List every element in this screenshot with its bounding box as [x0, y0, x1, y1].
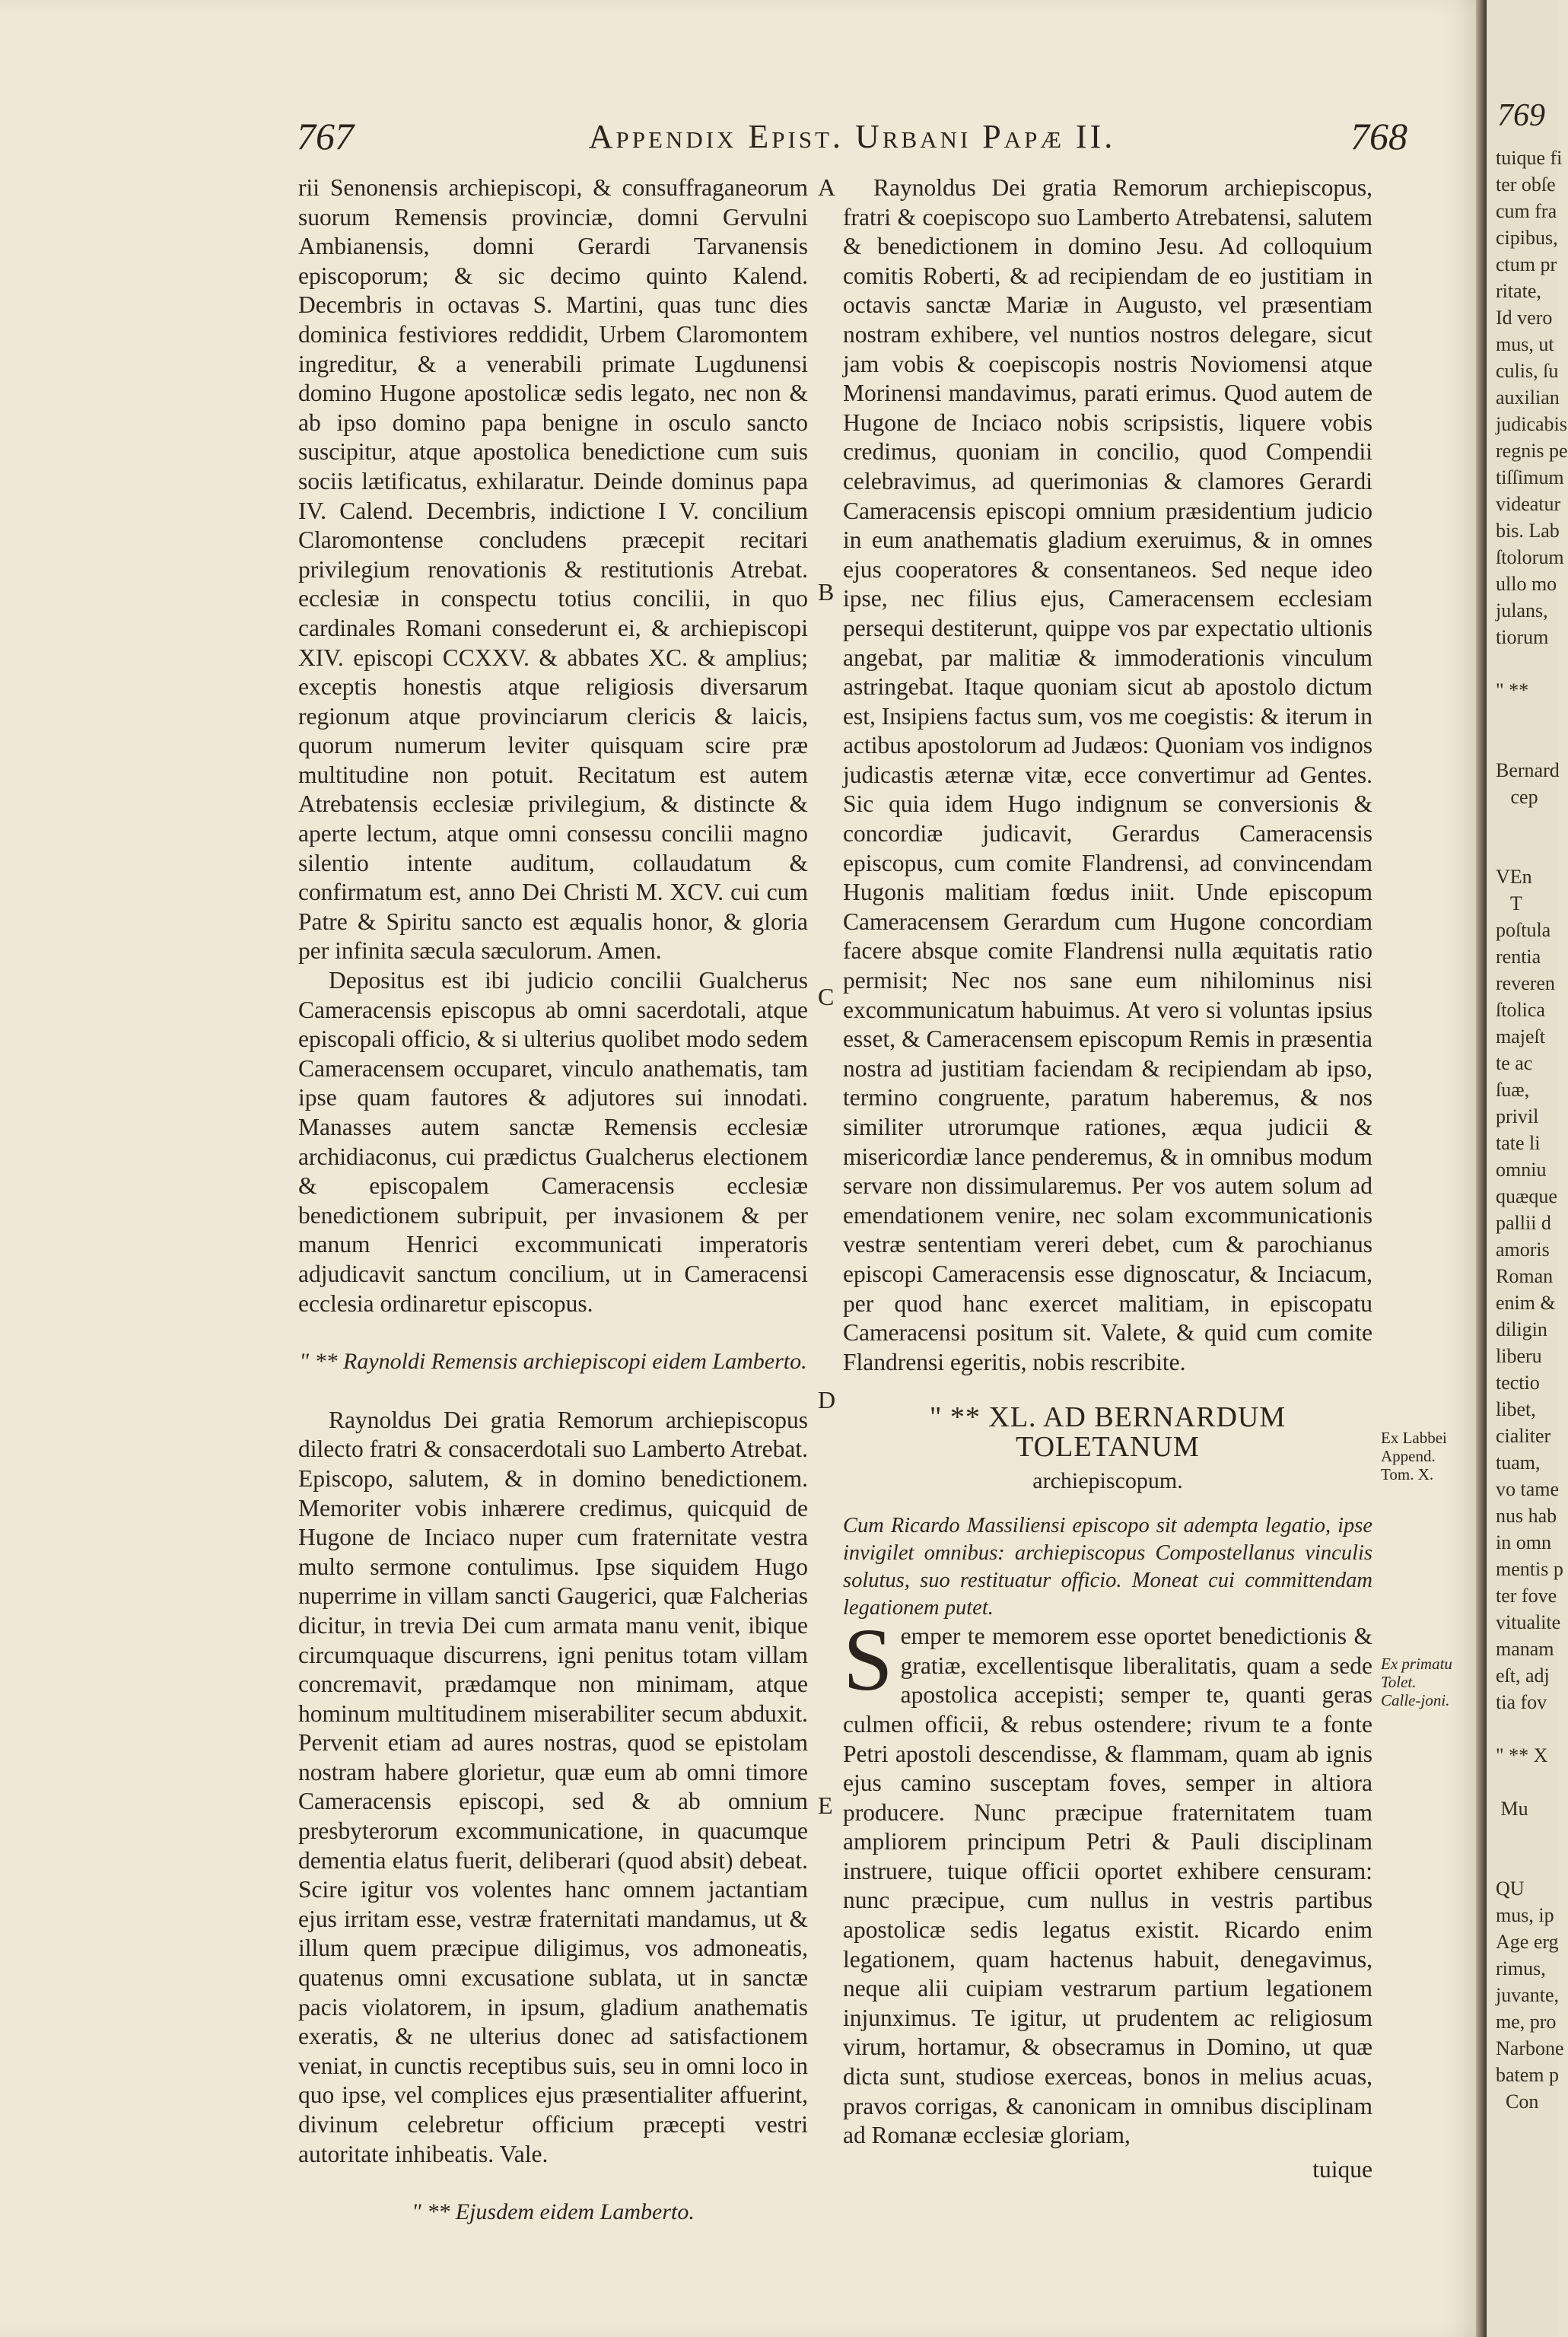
running-head	[297, 114, 1407, 167]
catchword: tuique	[1312, 2155, 1372, 2183]
margin-note-primatu: Ex primatu Tolet. Calle-joni.	[1381, 1655, 1452, 1709]
right-column	[843, 173, 1372, 2184]
left-paragraph-3: Raynoldus Dei gratia Remorum archiepiscopus dilecto fratri & consacerdotali suo Lamberto Atrebat. Episcopo, salutem, & in domino benedictionem. Memoriter vobis inhærere credimus, quicquid de Hugone de Inciaco nuper cum fraternitate vestra multo sermone contulimus. Ipse siquidem Hugo nuperrime in villam sancti Gaugerici, quæ Falcherias dicitur, in trevia Dei cum armata manu venit, ibique circumquaque discurrens, igni penitus totam villam concremavit, prædamque non minimam, atque hominum multitudinem miserabiliter secum abduxit. Pervenit etiam ad aures nostras, quod se epistolam nostram habere glorietur, quæ eum ab omni timore Cameracensis episcopi, sed & ab omnium presbyterorum excommunicatione, in quacumque dementia elatus fuerit, deliberari (quod absit) debeat. Scire igitur vos volentes hanc omnem jactantiam ejus irritam esse, vestræ fraternitati mandamus, ut & illum quem præcipue diligimus, vos admoneatis, quatenus omni excusatione sublata, ut in sanctæ pacis violatorem, in ipsum, gladium anathematis exeratis, & ne ulterius donec ad satisfactionem veniat, in cunctis receptibus suis, seu in omni loco in quo ipse, vel complices ejus præsentialiter affuerint, divinum celebretur officium præcepti vestri autoritate inhibeatis. Vale.	[298, 1406, 808, 2167]
letter-heading-xl-sub: archiepiscopum.	[1032, 1467, 1183, 1493]
left-paragraph-2: Depositus est ibi judicio concilii Gualcherus Cameracensis episcopus ab omni sacerdotali, atque episcopali officio, & si ulterius quolibet modo sedem Cameracensem occuparet, vinculo anathematis, tam ipse quam fautores & adjutores sui innodati. Manasses autem sanctæ Remensis ecclesiæ archidiaconus, cui prædictus Gualcherus electionem & episcopalem Cameracensis ecclesiæ benedictionem subripuit, per invasionem & per manum Henrici excommunicati imperatoris adjudicavit sanctum concilium, ut in Cameracensi ecclesia ordinaretur episcopus.	[298, 967, 808, 1317]
running-title: Appendix Epist. Urbani Papæ II.	[588, 118, 1116, 155]
letter-heading-raynoldi: " ** Raynoldi Remensis archiepiscopi eidem Lamberto.	[299, 1349, 807, 1375]
right-paragraph-1: Raynoldus Dei gratia Remorum archiepiscopus, fratri & coepiscopo suo Lamberto Atrebatensi, salutem & benedictionem in domino Jesu. Ad colloquium comitis Roberti, & ad recipiendam de eo justitiam in octavis sanctæ Mariæ in Augusto, vel præsentiam nostram exhibere, vel nuntios nostros delegare, sicut jam vobis & coepiscopis nostris Noviomensi atque Morinensi mandavimus, parati erimus. Quod autem de Hugone de Inciaco nobis scripsistis, liquere vobis credimus, quoniam in concilio, quod Compendii celebravimus, ad querimonias & clamores Gerardi Cameracensis episcopi omnium præsidentium judicio in eum anathematis gladium exeruimus, & in omnes ejus cooperatores & consentaneos. Sed neque ideo ipse, nec filius ejus, Cameracensem ecclesiam persequi destiterunt, quippe vos par expectatio ultionis angebat, par malitiæ & immoderationis vinculum astringebat. Itaque quoniam sicut ab apostolo dictum est, Insipiens factus sum, vos me coegistis: & iterum in actibus apostolorum ad Judæos: Quoniam vos indignos judicastis æternæ vitæ, ecce convertimur ad Gentes. Sic quia idem Hugo indignum se conversionis & concordiæ judicavit, Gerardus Cameracensis episcopus, cum comite Flandrensi, ad convincendam Hugonis malitiam fœdus iniit. Unde episcopum Cameracensem Gerardum cum Hugone concordiam facere absque comite Flandrensi nulla æquitatis ratio permisit; Nec nos sane eum nihilominus nisi excommunicatum habuimus. At vero si voluntas ipsius esset, & Cameracensem episcopum Remis in præsentia nostra ad justitiam faciendam & recipiendam ab ipso, termino congruente, paratum haberemus, & nos similiter utrorumque rationes, æqua judicii & misericordiæ lance penderemus, & in omnibus modum servare non dissimularemus. Per vos autem solum ad emendationem venire, nec solam excommunicationis vestræ sententiam vereri debet, cum & parochianus episcopi Cameracensis esse dignoscatur, & Inciacum, per quod hanc exercet malitiam, in episcopatu Cameracensi positum sit. Valete, & quid cum comite Flandrensi egeritis, nobis rescribite.	[843, 174, 1372, 1375]
facing-page-edge	[1487, 0, 1568, 2337]
left-folio: 767	[297, 115, 354, 157]
letter-heading-ejusdem: " ** Ejusdem eidem Lamberto.	[412, 2199, 695, 2225]
margin-letter-d: D	[818, 1386, 836, 1413]
margin-note-labbe: Ex Labbei Append. Tom. X.	[1381, 1429, 1447, 1483]
facing-page-folio: 769	[1497, 98, 1545, 133]
margin-letter-b: B	[818, 578, 835, 606]
margin-letter-e: E	[818, 1792, 833, 1819]
right-paragraph-2-text: emper te memorem esse oportet benedictionis & gratiæ, excellentisque liberalitatis, quam a sede apostolica accepisti; semper te, quanti geras culmen officii, & rebus ostendere; rivum te a fonte Petri apostoli descendisse, & flammam, quam ab ignis ejus camino susceptam foves, semper in altiora producere. Nunc præcipue fraternitatem tuam ampliorem principum Petri & Pauli disciplinam instruere, tuique officii oportet exhibere censuram: nunc præcipue, cum nullus in vestris partibus apostolicæ sedis legatus existit. Ricardo enim legationem, quam hactenus habuit, denegavimus, neque alii cuipiam vestrarum partium legationem injunximus. Te igitur, ut prudentem ac religiosum virum, hortamur, & obsecramus in Domino, ut quæ dicta sunt, studiose exerceas, bonos in melius acuas, pravos corrigas, & canonicam in omnibus disciplinam ad Romanæ ecclesiæ gloriam,	[843, 1623, 1372, 2149]
letter-heading-xl: " ** XL. AD BERNARDUM TOLETANUM	[929, 1401, 1287, 1463]
margin-letter-c: C	[818, 983, 835, 1010]
facing-page-text: tuique fi ter obſe cum fra cipibus, ctum pr ritate, Id vero mus, ut culis, ſu auxilian judicabis regnis pe tiſſimum videatur bis. Lab ſtolorum ullo mo julans, tiorum " ** Bernard cep VEn T poſtula rentia reveren ſtolica majeſt te ac ſuæ, privil tate li omniu quæque pallii d amoris Roman enim & diligin liberu tectio libet, cialiter tuam, vo tame nus hab in omn mentis p ter fove vitualite manam eſt, adj tia fov " ** X Mu QU mus, ip Age erg rimus, juvante, me, pro Narbone batem p Con	[1496, 147, 1568, 2113]
drop-capital: S	[843, 1610, 893, 1710]
left-column	[298, 173, 808, 2256]
right-paragraph-2	[843, 1610, 1372, 2151]
left-paragraph-1: rii Senonensis archiepiscopi, & consuffraganeorum suorum Remensis provinciæ, domni Gervulni Ambianensis, domni Gerardi Tarvanensis episcoporum; & sic decimo quinto Kalend. Decembris in octavas S. Martini, quas tunc dies dominica festiviores reddidit, Urbem Claromontem ingreditur, & a venerabili primate Lugdunensi domino Hugone apostolicæ sedis legato, nec non & ab ipso domino papa benigne in osculo sancto suscipitur, atque apostolica benedictione cum suis sociis lætificatus, exhilaratur. Deinde dominus papa IV. Calend. Decembris, indictione I V. concilium Claromontense concludens præcepit recitari privilegium renovationis & restitutionis Atrebat. ecclesiæ in conspectu totius concilii, in quo cardinales Romani consederunt ei, & archiepiscopi XIV. episcopi CCXXV. & abbates XC. & amplius; exceptis honestis atque religiosis diversarum regionum atque provinciarum clericis & laicis, quorum numerum leviter quisquam scire præ multitudine non potuit. Recitatum est autem Atrebatensis ecclesiæ privilegium, & distincte & aperte lectum, atque omni consessu concilii magno silentio intente auditum, collaudatum & confirmatum est, anno Dei Christi M. XCV. cui cum Patre & Spiritu sancto est æqualis honor, & gloria per infinita sæcula sæculorum. Amen.	[298, 174, 808, 965]
right-folio: 768	[1350, 115, 1407, 157]
margin-letter-a: A	[818, 173, 836, 201]
book-gutter	[1476, 0, 1487, 2337]
letter-summary: Cum Ricardo Massiliensi episcopo sit adempta legatio, ipse invigilet omnibus: archiepiscopus Compostellanus vinculis solutus, suo restituatur officio. Moneat cui committendam legationem putet.	[843, 1514, 1372, 1620]
